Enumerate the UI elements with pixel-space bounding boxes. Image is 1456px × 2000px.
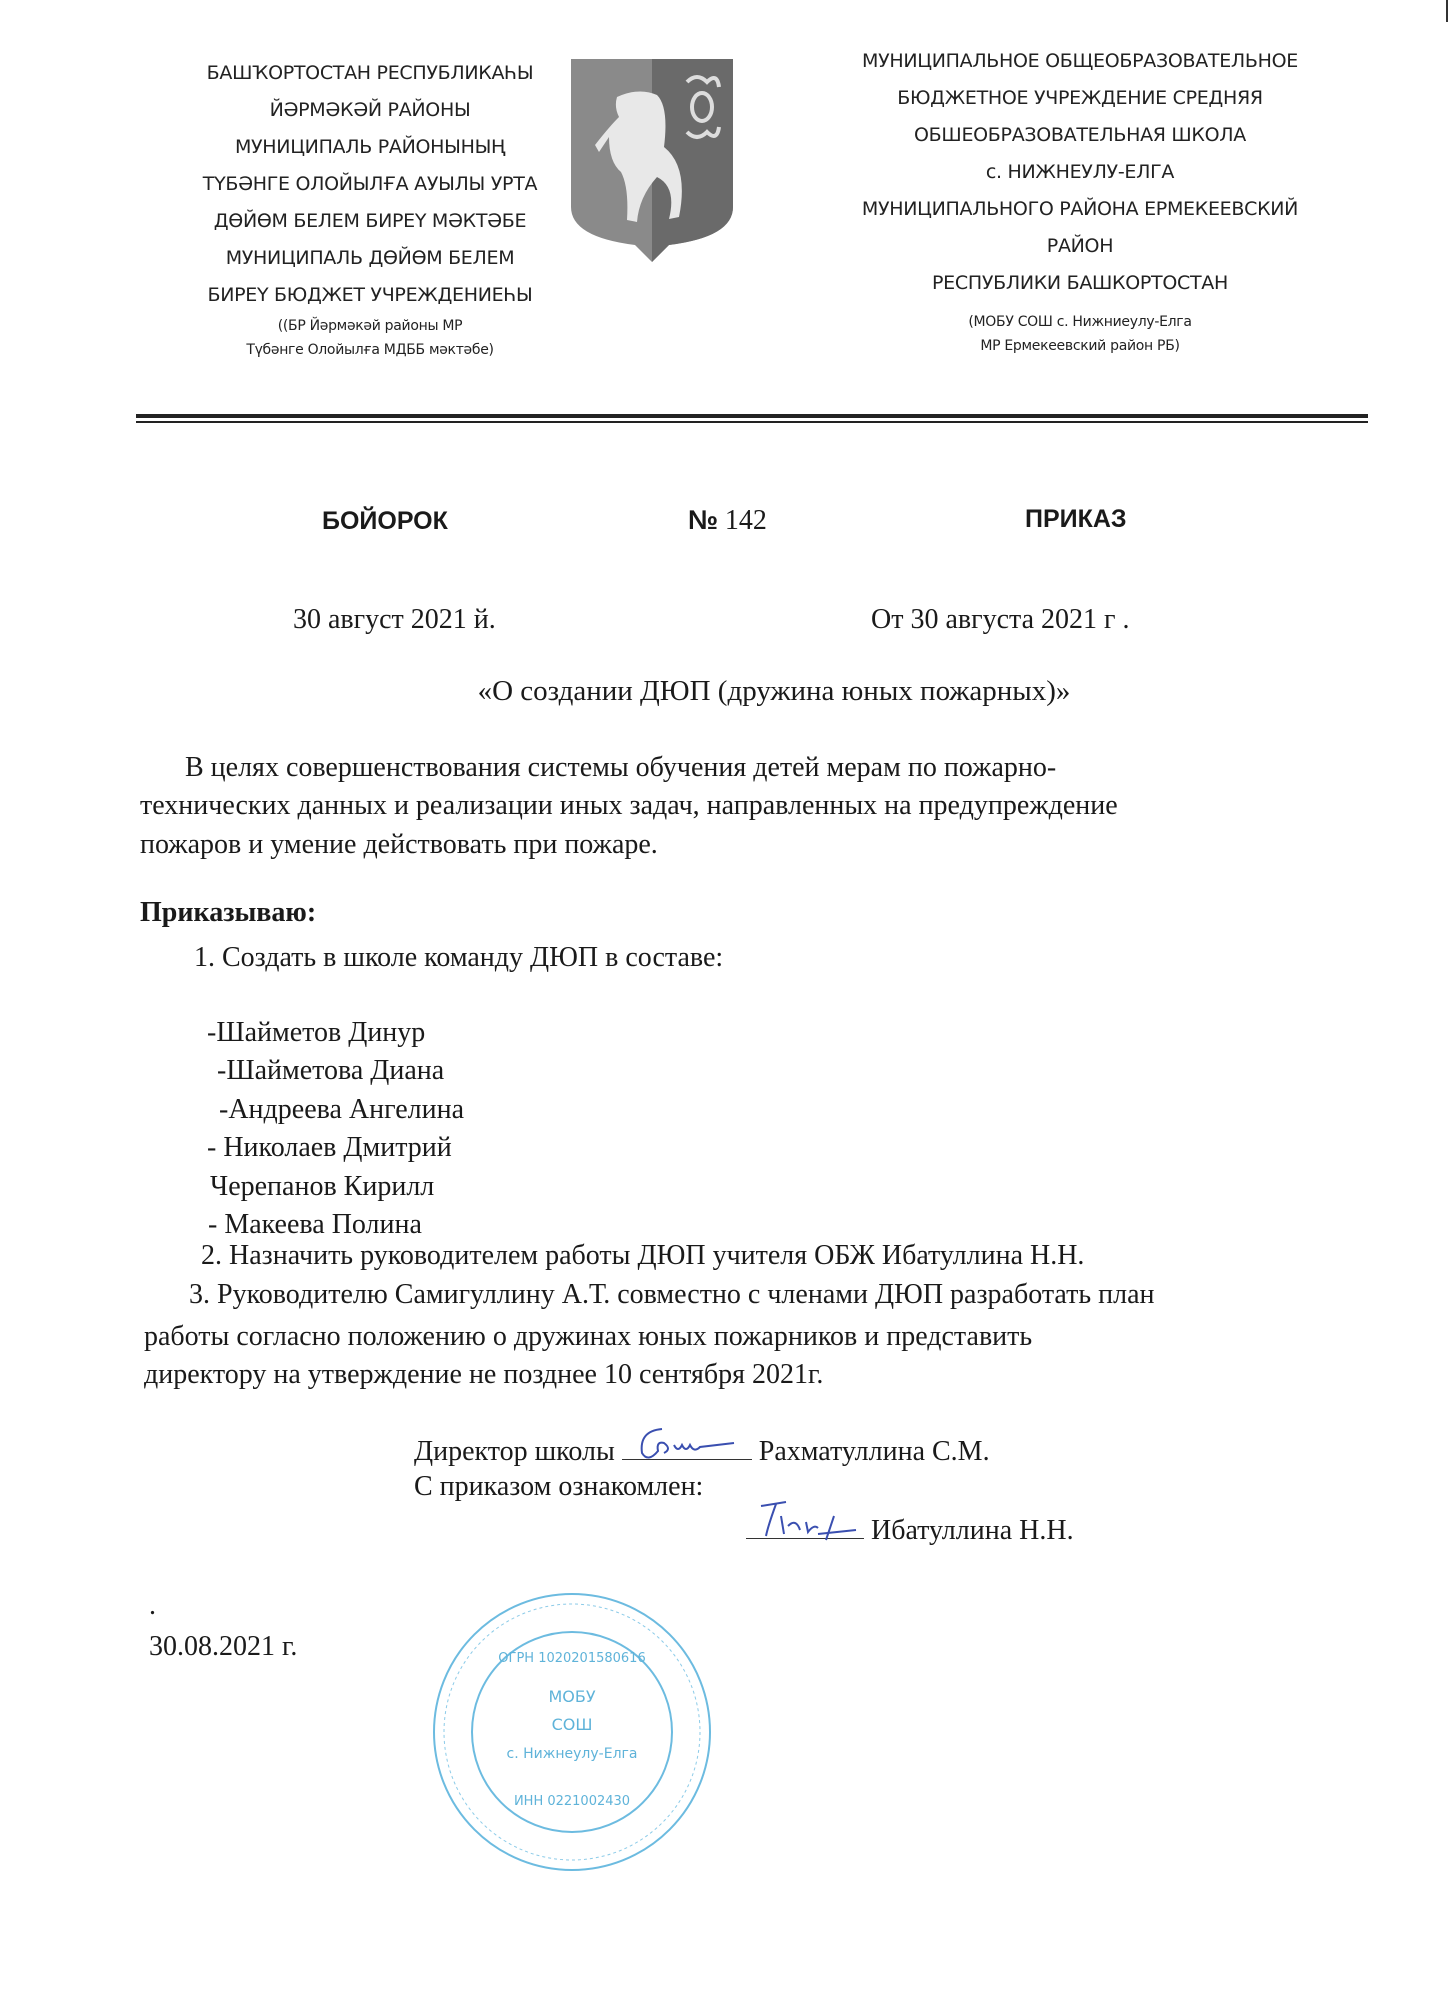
header-divider-thin bbox=[136, 421, 1368, 423]
stamp-school: СОШ bbox=[551, 1715, 593, 1734]
stamp-inn: ИНН 0221002430 bbox=[513, 1794, 631, 1809]
handwritten-signature-icon bbox=[634, 1423, 744, 1465]
order-label-russian: ПРИКАЗ bbox=[1025, 505, 1127, 533]
number-value: 142 bbox=[724, 505, 767, 536]
director-signature bbox=[622, 1433, 752, 1460]
footer-date: 30.08.2021 г. bbox=[149, 1631, 298, 1662]
header-left-bashkir bbox=[150, 55, 590, 362]
director-name: Рахматуллина С.М. bbox=[758, 1436, 990, 1467]
header-line: с. НИЖНЕУЛУ-ЕЛГА bbox=[985, 161, 1175, 183]
acquainted-signature bbox=[746, 1512, 864, 1539]
header-short-name: Түбәнге Олойылға МДББ мәктәбе) bbox=[246, 342, 494, 358]
header-short-name: МР Ермекеевский район РБ) bbox=[980, 338, 1180, 354]
header-line: ТҮБӘНГЕ ОЛОЙЫЛҒА АУЫЛЫ УРТА bbox=[202, 173, 538, 195]
coat-of-arms-emblem bbox=[569, 57, 735, 262]
order-number bbox=[688, 505, 767, 537]
date-russian: От 30 августа 2021 г . bbox=[871, 604, 1130, 635]
date-bashkir: 30 август 2021 й. bbox=[293, 604, 496, 635]
stray-dot: . bbox=[149, 1590, 156, 1621]
member-item: -Шайметова Диана bbox=[217, 1055, 445, 1086]
member-item: -Шайметов Динур bbox=[207, 1017, 426, 1048]
order-label-bashkir: БОЙОРОК bbox=[322, 507, 448, 535]
acquainted-signature-line bbox=[746, 1512, 1074, 1547]
item-3-line: 3. Руководителю Самигуллину А.Т. совместно с членами ДЮП разработать план bbox=[189, 1279, 1155, 1310]
acquainted-label: С приказом ознакомлен: bbox=[414, 1471, 704, 1502]
member-item: Черепанов Кирилл bbox=[210, 1171, 435, 1202]
preamble-line: технических данных и реализации иных задач, направленных на предупреждение bbox=[140, 790, 1118, 821]
header-right-russian bbox=[800, 43, 1360, 358]
header-line: ОБШЕОБРАЗОВАТЕЛЬНАЯ ШКОЛА bbox=[914, 124, 1246, 146]
member-item: - Макеева Полина bbox=[208, 1209, 422, 1240]
header-line: БИРЕҮ БЮДЖЕТ УЧРЕЖДЕНИЕҺЫ bbox=[207, 284, 533, 306]
header-line: МУНИЦИПАЛЬНОГО РАЙОНА ЕРМЕКЕЕВСКИЙ bbox=[861, 198, 1299, 220]
header-divider-thick bbox=[136, 414, 1368, 418]
header-short-name: ((БР Йәрмәкәй районы МР bbox=[277, 318, 463, 334]
header-line: РЕСПУБЛИКИ БАШКОРТОСТАН bbox=[932, 272, 1228, 294]
header-line: ЙӘРМӘКӘЙ РАЙОНЫ bbox=[269, 99, 471, 121]
item-3-line: работы согласно положению о дружинах юных пожарников и представить bbox=[144, 1321, 1033, 1352]
item-1: 1. Создать в школе команду ДЮП в составе: bbox=[194, 942, 724, 973]
header-line: БАШҠОРТОСТАН РЕСПУБЛИКАҺЫ bbox=[206, 62, 534, 84]
header-line: МУНИЦИПАЛЬ ДӨЙӨМ БЕЛЕМ bbox=[225, 247, 515, 269]
header-line: ДӨЙӨМ БЕЛЕМ БИРЕҮ МӘКТӘБЕ bbox=[213, 210, 527, 232]
number-sign: № bbox=[688, 505, 719, 535]
item-2: 2. Назначить руководителем работы ДЮП учителя ОБЖ Ибатуллина Н.Н. bbox=[201, 1240, 1085, 1271]
header-line: БЮДЖЕТНОЕ УЧРЕЖДЕНИЕ СРЕДНЯЯ bbox=[897, 87, 1263, 109]
stamp-org: МОБУ bbox=[548, 1687, 596, 1706]
item-3-line: директору на утверждение не позднее 10 сентября 2021г. bbox=[144, 1359, 824, 1390]
preamble-line: В целях совершенствования системы обучения детей мерам по пожарно- bbox=[185, 752, 1057, 783]
header-line: РАЙОН bbox=[1046, 235, 1114, 257]
director-signature-line bbox=[414, 1433, 990, 1468]
stamp-ogrn: ОГРН 1020201580616 bbox=[498, 1651, 646, 1666]
handwritten-signature-icon bbox=[756, 1496, 861, 1546]
member-item: - Николаев Дмитрий bbox=[207, 1132, 452, 1163]
preamble-line: пожаров и умение действовать при пожаре. bbox=[140, 829, 658, 860]
stamp-village: с. Нижнеулу-Елга bbox=[506, 1746, 638, 1762]
member-item: -Андреева Ангелина bbox=[219, 1094, 465, 1125]
director-label: Директор школы bbox=[414, 1436, 615, 1467]
acquainted-name: Ибатуллина Н.Н. bbox=[871, 1515, 1074, 1546]
official-stamp bbox=[430, 1590, 715, 1875]
scan-edge-mark bbox=[1446, 0, 1448, 22]
header-line: МУНИЦИПАЛЬНОЕ ОБЩЕОБРАЗОВАТЕЛЬНОЕ bbox=[862, 50, 1298, 72]
document-title: «О создании ДЮП (дружина юных пожарных)» bbox=[477, 675, 1071, 707]
header-short-name: (МОБУ СОШ с. Нижниеулу-Елга bbox=[968, 314, 1192, 330]
order-word: Приказываю: bbox=[140, 897, 317, 928]
header-line: МУНИЦИПАЛЬ РАЙОНЫНЫҢ bbox=[234, 136, 506, 158]
